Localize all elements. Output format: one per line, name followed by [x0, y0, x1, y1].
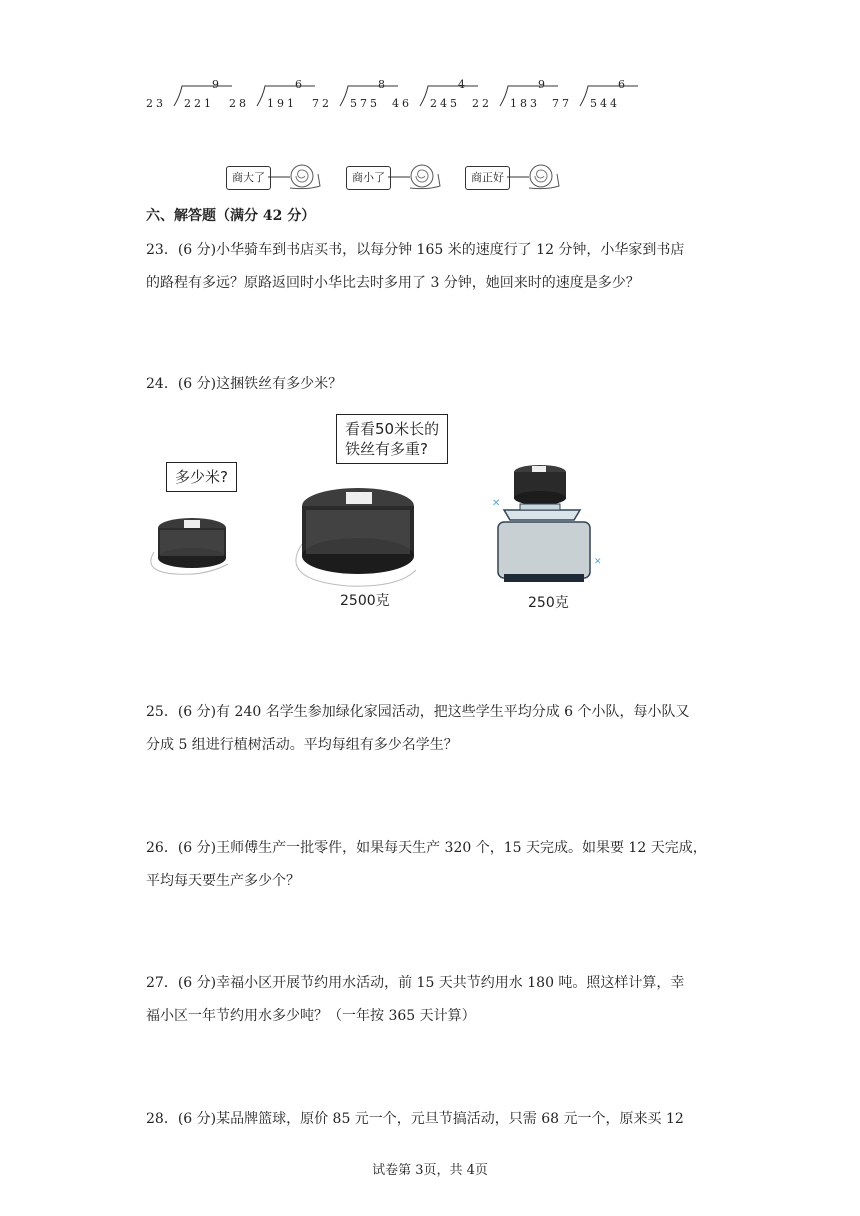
label-quotient-too-big: 商大了	[226, 166, 271, 190]
question-26: 26．(6 分)王师傅生产一批零件，如果每天生产 320 个，15 天完成。如果要 12 天完成， 平均每天要生产多少个？	[146, 840, 707, 889]
svg-text:✕: ✕	[594, 557, 602, 567]
scale-weight-caption: 250克	[528, 595, 569, 611]
page-footer: 试卷第 3页，共 4页	[372, 1163, 488, 1178]
division-problem-2: 6 28 191	[229, 78, 309, 114]
division-problem-4: 4 46 245	[392, 78, 472, 114]
label-quotient-too-small: 商小了	[346, 166, 391, 190]
wire-figure	[140, 410, 620, 620]
label-quotient-correct: 商正好	[465, 166, 510, 190]
small-wire-spool-image	[146, 514, 236, 584]
division-problem-5: 9 22 183	[472, 78, 552, 114]
large-spool-weight-caption: 2500克	[340, 593, 390, 609]
large-wire-spool-image	[288, 478, 422, 596]
speech-bubble-small: 多少米?	[166, 462, 237, 492]
division-problem-1: 9 23 221	[146, 78, 226, 114]
question-28: 28．(6 分)某品牌篮球，原价 85 元一个，元旦节搞活动，只需 68 元一个，原来买 12	[146, 1111, 684, 1127]
snail-icon	[507, 162, 563, 192]
scale-with-spool-image	[490, 464, 606, 594]
question-27: 27．(6 分)幸福小区开展节约用水活动，前 15 天共节约用水 180 吨。照这样计算，幸 福小区一年节约用水多少吨？（一年按 365 天计算）	[146, 975, 685, 1024]
section-heading: 六、解答题（满分 42 分）	[146, 208, 316, 224]
snail-icon	[268, 162, 324, 192]
question-23: 23．(6 分)小华骑车到书店买书，以每分钟 165 米的速度行了 12 分钟，小华家到书店 的路程有多远？原路返回时小华比去时多用了 3 分钟，她回来时的速度是多少？	[146, 242, 685, 291]
snail-icon	[388, 162, 444, 192]
division-problem-3: 8 72 575	[312, 78, 392, 114]
question-24: 24．(6 分)这捆铁丝有多少米？	[146, 376, 343, 392]
svg-text:✕: ✕	[492, 498, 501, 509]
division-problem-6: 6 77 544	[552, 78, 632, 114]
speech-bubble-large: 看看50米长的 铁丝有多重?	[336, 414, 448, 464]
question-25: 25．(6 分)有 240 名学生参加绿化家园活动，把这些学生平均分成 6 个小队，每小队又 分成 5 组进行植树活动。平均每组有多少名学生？	[146, 704, 690, 753]
